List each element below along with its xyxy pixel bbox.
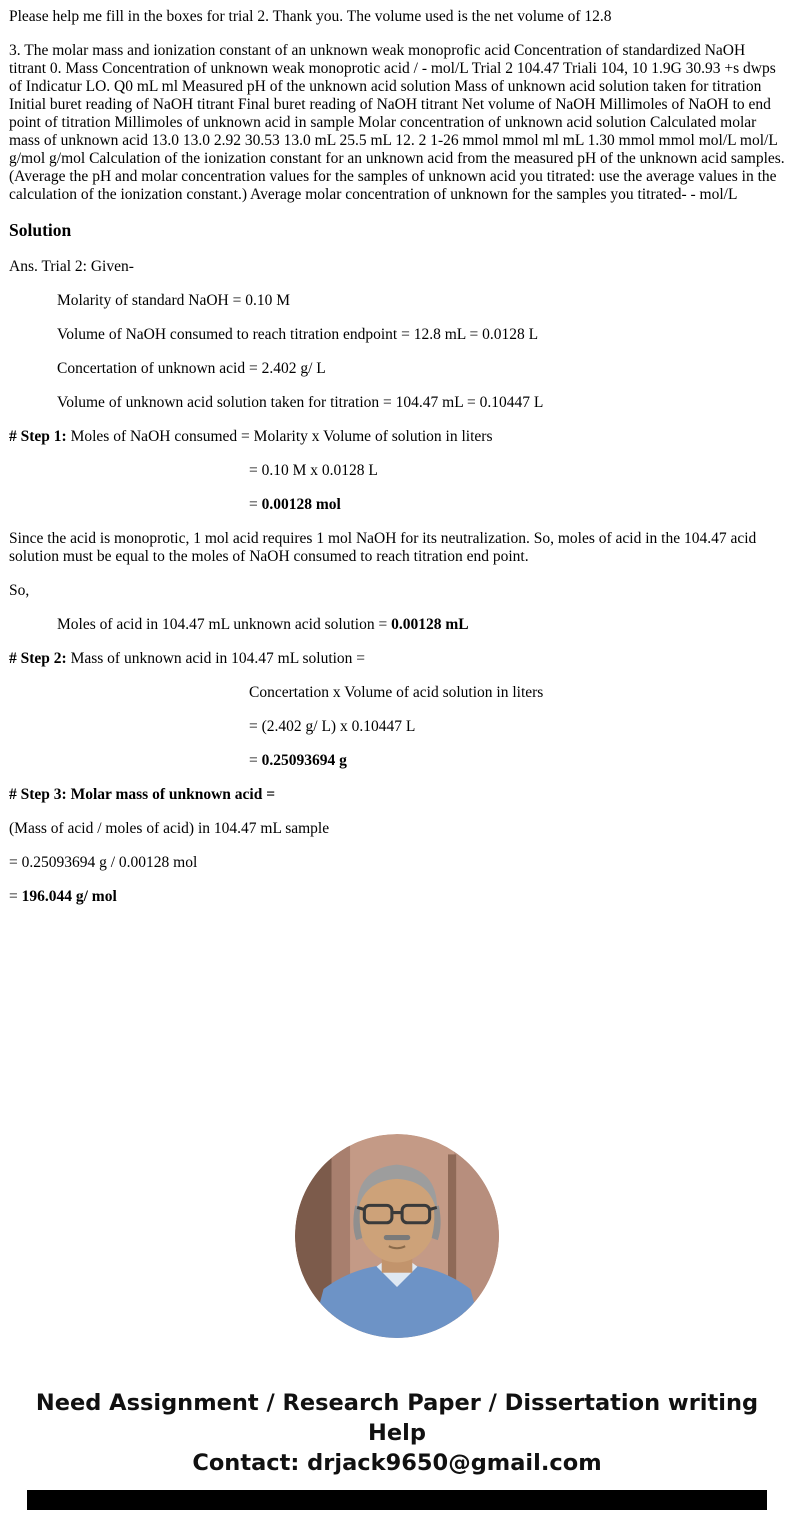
step1-header bbox=[9, 428, 785, 446]
footer-contact-email: Contact: drjack9650@gmail.com bbox=[192, 1450, 602, 1476]
given-line: Molarity of standard NaOH = 0.10 M bbox=[57, 292, 291, 309]
step2-result bbox=[9, 752, 785, 770]
person-photo-graphic bbox=[295, 1134, 499, 1338]
moles-prefix: Moles of acid in 104.47 mL unknown acid solution = bbox=[57, 616, 392, 633]
step3-result-prefix: = bbox=[9, 888, 22, 905]
step1-result-prefix: = bbox=[249, 496, 262, 513]
given-line: Concertation of unknown acid = 2.402 g/ L bbox=[57, 360, 326, 377]
step2-header bbox=[9, 650, 785, 668]
step2-line1: Concertation x Volume of acid solution in liters bbox=[249, 684, 544, 701]
step3-line2: = 0.25093694 g / 0.00128 mol bbox=[9, 854, 198, 871]
step1-result bbox=[9, 496, 785, 514]
step1-text: Moles of NaOH consumed = Molarity x Volume of solution in liters bbox=[66, 428, 493, 445]
answer-given-intro: Ans. Trial 2: Given- bbox=[9, 258, 134, 275]
step1-label: # Step 1: bbox=[9, 428, 67, 445]
step2-label: # Step 2: bbox=[9, 650, 67, 667]
step3-header bbox=[9, 786, 785, 804]
bottom-black-bar bbox=[27, 1490, 767, 1510]
step1-calc: = 0.10 M x 0.0128 L bbox=[249, 462, 378, 479]
step2-text: Mass of unknown acid in 104.47 mL solution = bbox=[66, 650, 366, 667]
step2-result-value: 0.25093694 g bbox=[261, 752, 347, 769]
step2-result-prefix: = bbox=[249, 752, 262, 769]
monoprotic-note: Since the acid is monoprotic, 1 mol acid requires 1 mol NaOH for its neutralization. So, moles of acid in the 104.47 acid solution must be equal to the moles of NaOH consumed to reach titration end point. bbox=[9, 530, 757, 565]
moles-of-acid-line bbox=[9, 616, 785, 634]
person-photo bbox=[295, 1134, 499, 1338]
step3-result bbox=[9, 888, 785, 906]
avatar-container bbox=[9, 1134, 785, 1338]
question-intro: Please help me fill in the boxes for trial 2. Thank you. The volume used is the net volume of 12.8 bbox=[9, 8, 612, 25]
given-line: Volume of unknown acid solution taken for titration = 104.47 mL = 0.10447 L bbox=[57, 394, 544, 411]
step3-label: # Step 3: Molar mass of unknown acid = bbox=[9, 786, 276, 803]
step1-result-value: 0.00128 mol bbox=[261, 496, 341, 513]
footer-promo bbox=[9, 1388, 785, 1478]
step3-result-value: 196.044 g/ mol bbox=[21, 888, 117, 905]
step3-line1: (Mass of acid / moles of acid) in 104.47 mL sample bbox=[9, 820, 330, 837]
moles-value: 0.00128 mL bbox=[391, 616, 469, 633]
solution-heading: Solution bbox=[9, 220, 72, 240]
step2-line2: = (2.402 g/ L) x 0.10447 L bbox=[249, 718, 416, 735]
question-body: 3. The molar mass and ionization constant of an unknown weak monoprofic acid Concentration of standardized NaOH titrant 0. Mass Concentration of unknown weak monoprotic acid / - mol/L Trial 2 104.47 Triali 104, 10 1.9G 30.93 +s dwps of Indicatur LO. Q0 mL ml Measured pH of the unknown acid solution Mass of unknown acid solution taken for titration Initial buret reading of NaOH titrant Final buret reading of NaOH titrant Net volume of NaOH Millimoles of NaOH to end point of titration Millimoles of unknown acid in sample Molar concentration of unknown acid solution Calculated molar mass of unknown acid 13.0 13.0 2.92 30.53 13.0 mL 25.5 mL 12. 2 1-26 mmol mmol ml mL 1.30 mmol mmol mol/L mol/L g/mol g/mol Calculation of the ionization constant for an unknown acid from the measured pH of the unknown acid samples. (Average the pH and molar concentration values for the samples of unknown acid you titrated: use the average values in the calculation of the ionization constant.) Average molar concentration of unknown for the samples you titrated- - mol/L bbox=[9, 42, 785, 203]
so-label: So, bbox=[9, 582, 30, 599]
given-line: Volume of NaOH consumed to reach titration endpoint = 12.8 mL = 0.0128 L bbox=[57, 326, 539, 343]
footer-help-text: Need Assignment / Research Paper / Dissertation writing Help bbox=[35, 1390, 759, 1446]
